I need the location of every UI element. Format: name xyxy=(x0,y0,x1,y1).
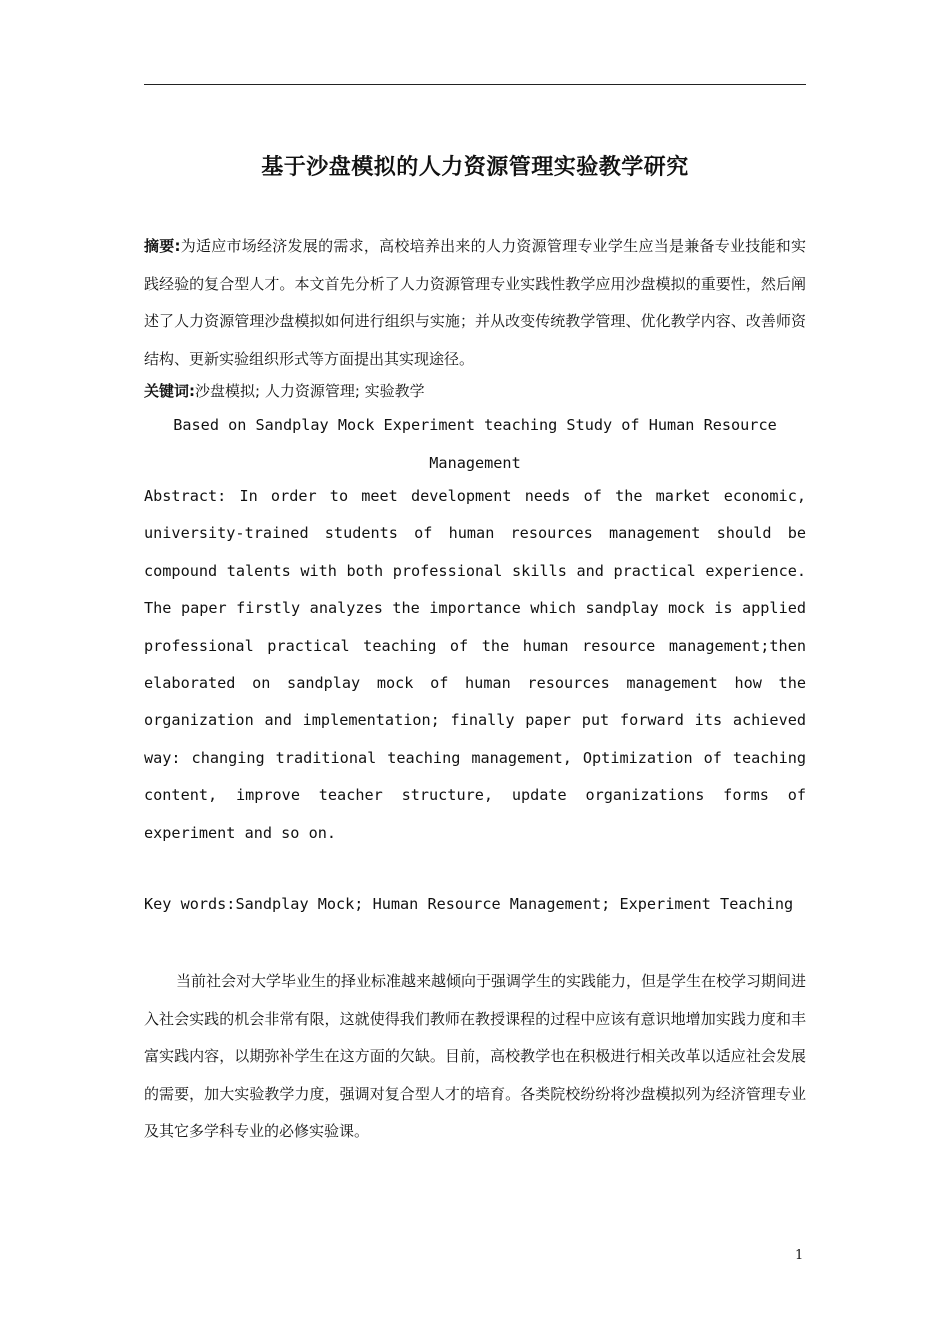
abstract-en-label: Abstract: xyxy=(144,487,227,505)
header-rule xyxy=(144,84,806,85)
keywords-en xyxy=(144,886,806,923)
body-paragraph: 当前社会对大学毕业生的择业标准越来越倾向于强调学生的实践能力，但是学生在校学习期间进入社会实践的机会非常有限，这就使得我们教师在教授课程的过程中应该有意识地增加实践力度和丰富实践内容，以期弥补学生在这方面的欠缺。目前，高校教学也在积极进行相关改革以适应社会发展的需要，加大实验教学力度，强调对复合型人才的培育。各类院校纷纷将沙盘模拟列为经济管理专业及其它多学科专业的必修实验课。 xyxy=(144,972,807,1140)
abstract-en-text: In order to meet development needs of the market economic, university-trained students of human resources management should be compound talents with both professional skills and practical experience. The paper firstly analyzes the importance which sandplay mock is applied professional practical teaching of the human resource management;then elaborated on sandplay mock of human resources management how the organization and implementation; finally paper put forward its achieved way: changing traditional teaching management, Optimization of teaching content, improve teacher structure, update organizations forms of experiment and so on. xyxy=(144,487,806,842)
keywords-cn xyxy=(144,376,806,406)
abstract-cn-text: 为适应市场经济发展的需求，高校培养出来的人力资源管理专业学生应当是兼备专业技能和实践经验的复合型人才。本文首先分析了人力资源管理专业实践性教学应用沙盘模拟的重要性，然后阐述了人力资源管理沙盘模拟如何进行组织与实施；并从改变传统教学管理、优化教学内容、改善师资结构、更新实验组织形式等方面提出其实现途径。 xyxy=(144,237,806,368)
abstract-en xyxy=(144,478,806,852)
english-title: Based on Sandplay Mock Experiment teaching Study of Human Resource Management xyxy=(173,416,777,472)
keywords-cn-text: 沙盘模拟; 人力资源管理; 实验教学 xyxy=(195,382,425,400)
abstract-cn xyxy=(144,228,806,378)
paper-title: 基于沙盘模拟的人力资源管理实验教学研究 xyxy=(261,155,689,180)
keywords-en-text: Sandplay Mock; Human Resource Management; Experiment Teaching xyxy=(235,895,794,913)
abstract-cn-label: 摘要: xyxy=(144,237,181,255)
keywords-en-label: Key words: xyxy=(144,895,236,913)
keywords-cn-label: 关键词: xyxy=(144,382,195,400)
page-number: 1 xyxy=(795,1248,804,1263)
